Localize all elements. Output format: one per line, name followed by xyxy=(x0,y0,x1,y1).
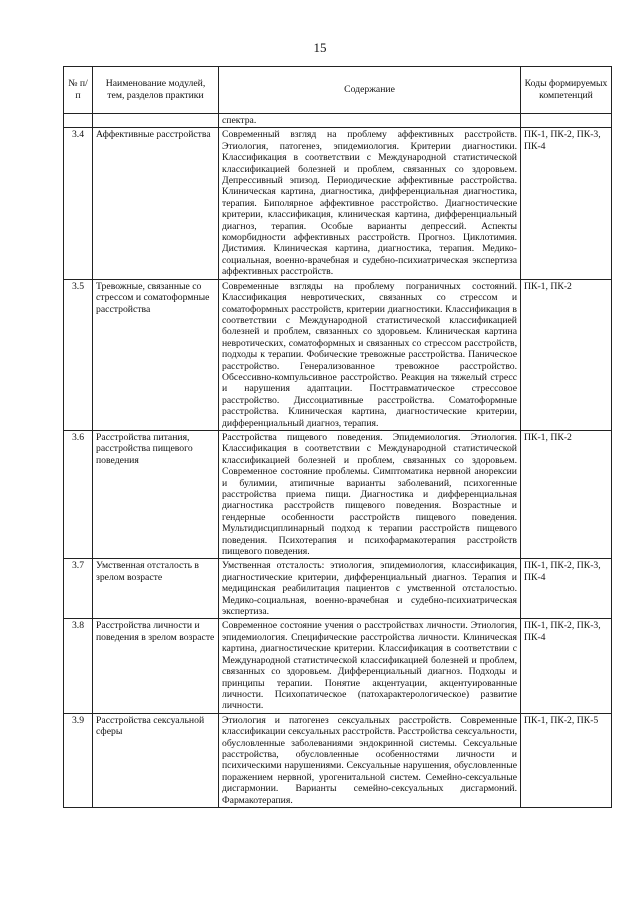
header-content: Содержание xyxy=(219,67,521,114)
row-codes xyxy=(521,114,612,128)
table-row xyxy=(64,559,612,619)
row-content: Современное состояние учения о расстройствах личности. Этиология, эпидемиология. Специфические расстройства личности. Клиническая картина, диагностические критерии. Классификация в соответствии с Международной статистической классификацией болезней и проблем, связанных со здоровьем. Дифференциальный диагноз. Подходы и принципы терапии. Понятие акцентуации, акцентуированные личности. Психопатическое (патохарактерологическое) развитие личности. xyxy=(219,619,521,713)
table-row xyxy=(64,128,612,279)
row-num: 3.9 xyxy=(64,713,93,807)
header-name: Наименование модулей, тем, разделов практики xyxy=(93,67,219,114)
row-content: Современный взгляд на проблему аффективных расстройств. Этиология, патогенез, эпидемиология. Критерии диагностики. Классификация в соответствии с Международной статистической классификацией болезней и проблем, связанных со здоровьем. Депрессивный эпизод. Периодические аффективные расстройства. Клиническая картина, диагностика, дифференциальная диагностика, терапия. Биполярное аффективное расстройство. Диагностические критерии, классификация, клиническая картина, дифференциальный диагноз, терапия. Особые варианты депрессий. Аспекты коморбидности аффективных расстройств. Прогноз. Циклотимия. Дистимия. Клиническая картина, диагностика, терапия. Медико-социальная, военно-врачебная и судебно-психиатрическая экспертиза аффективных расстройств. xyxy=(219,128,521,279)
page-number: 15 xyxy=(313,40,327,55)
table-row xyxy=(64,619,612,713)
row-name: Расстройства питания, расстройства пищевого поведения xyxy=(93,430,219,558)
row-name: Аффективные расстройства xyxy=(93,128,219,279)
row-num: 3.4 xyxy=(64,128,93,279)
row-num: 3.8 xyxy=(64,619,93,713)
table-header-row xyxy=(64,67,612,114)
row-name: Тревожные, связанные со стрессом и соматоформные расстройства xyxy=(93,279,219,430)
row-content: Современные взгляды на проблему пограничных состояний. Классификация невротических, связанных со стрессом и соматоформных расстройств, критерии диагностики. Классификация в соответствии с Международной статистической классификацией болезней и проблем, связанных со здоровьем. Клиническая картина невротических, соматоформных и связанных со стрессом расстройств, подходы к терапии. Фобические тревожные расстройства. Паническое расстройство. Генерализованное тревожное расстройство. Обсессивно-компульсивное расстройство. Реакция на тяжелый стресс и нарушения адаптации. Посттравматическое стрессовое расстройство. Диссоциативные расстройства. Соматоформные расстройства. Клиническая картина, диагностические критерии, дифференциальный диагноз, терапия. xyxy=(219,279,521,430)
row-codes: ПК-1, ПК-2, ПК-3, ПК-4 xyxy=(521,559,612,619)
row-num: 3.6 xyxy=(64,430,93,558)
curriculum-table xyxy=(63,66,612,808)
row-num: 3.7 xyxy=(64,559,93,619)
row-name xyxy=(93,114,219,128)
row-codes: ПК-1, ПК-2, ПК-3, ПК-4 xyxy=(521,619,612,713)
row-name: Расстройства личности и поведения в зрелом возрасте xyxy=(93,619,219,713)
row-content: спектра. xyxy=(219,114,521,128)
row-num xyxy=(64,114,93,128)
row-codes: ПК-1, ПК-2, ПК-5 xyxy=(521,713,612,807)
row-codes: ПК-1, ПК-2, ПК-3, ПК-4 xyxy=(521,128,612,279)
header-codes: Коды формируемых компетенций xyxy=(521,67,612,114)
table-row xyxy=(64,279,612,430)
table-row xyxy=(64,430,612,558)
row-content: Расстройства пищевого поведения. Эпидемиология. Этиология. Классификация в соответствии с Международной статистической классификацией болезней и проблем, связанных со здоровьем. Современное состояние проблемы. Симптоматика нервной анорексии и булимии, атипичные варианты заболеваний, психогенные расстройства приема пищи. Диагностика и дифференциальная диагностика расстройств пищевого поведения. Возрастные и гендерные особенности расстройств пищевого поведения. Мультидисциплинарный подход к терапии расстройств пищевого поведения. Психотерапия и психофармакотерапия расстройств пищевого поведения. xyxy=(219,430,521,558)
table-row xyxy=(64,114,612,128)
row-content: Этиология и патогенез сексуальных расстройств. Современные классификации сексуальных расстройств. Расстройства сексуальности, обусловленные заболеваниями эндокринной системы. Сексуальные расстройства, обусловленные особенностями личности и психическими нарушениями. Сексуальные нарушения, обусловленные поражением нервной, урогенитальной систем. Семейно-сексуальные дисгармонии. Варианты семейно-сексуальных дисгармоний. Фармакотерапия. xyxy=(219,713,521,807)
table-row xyxy=(64,713,612,807)
row-codes: ПК-1, ПК-2 xyxy=(521,430,612,558)
row-name: Расстройства сексуальной сферы xyxy=(93,713,219,807)
row-name: Умственная отсталость в зрелом возрасте xyxy=(93,559,219,619)
header-num: № п/п xyxy=(64,67,93,114)
row-num: 3.5 xyxy=(64,279,93,430)
row-content: Умственная отсталость: этиология, эпидемиология, классификация, диагностические критерии, дифференциальный диагноз. Терапия и медицинская реабилитация пациентов с умственной отсталостью. Медико-социальная, военно-врачебная и судебно-психиатрическая экспертиза. xyxy=(219,559,521,619)
row-codes: ПК-1, ПК-2 xyxy=(521,279,612,430)
